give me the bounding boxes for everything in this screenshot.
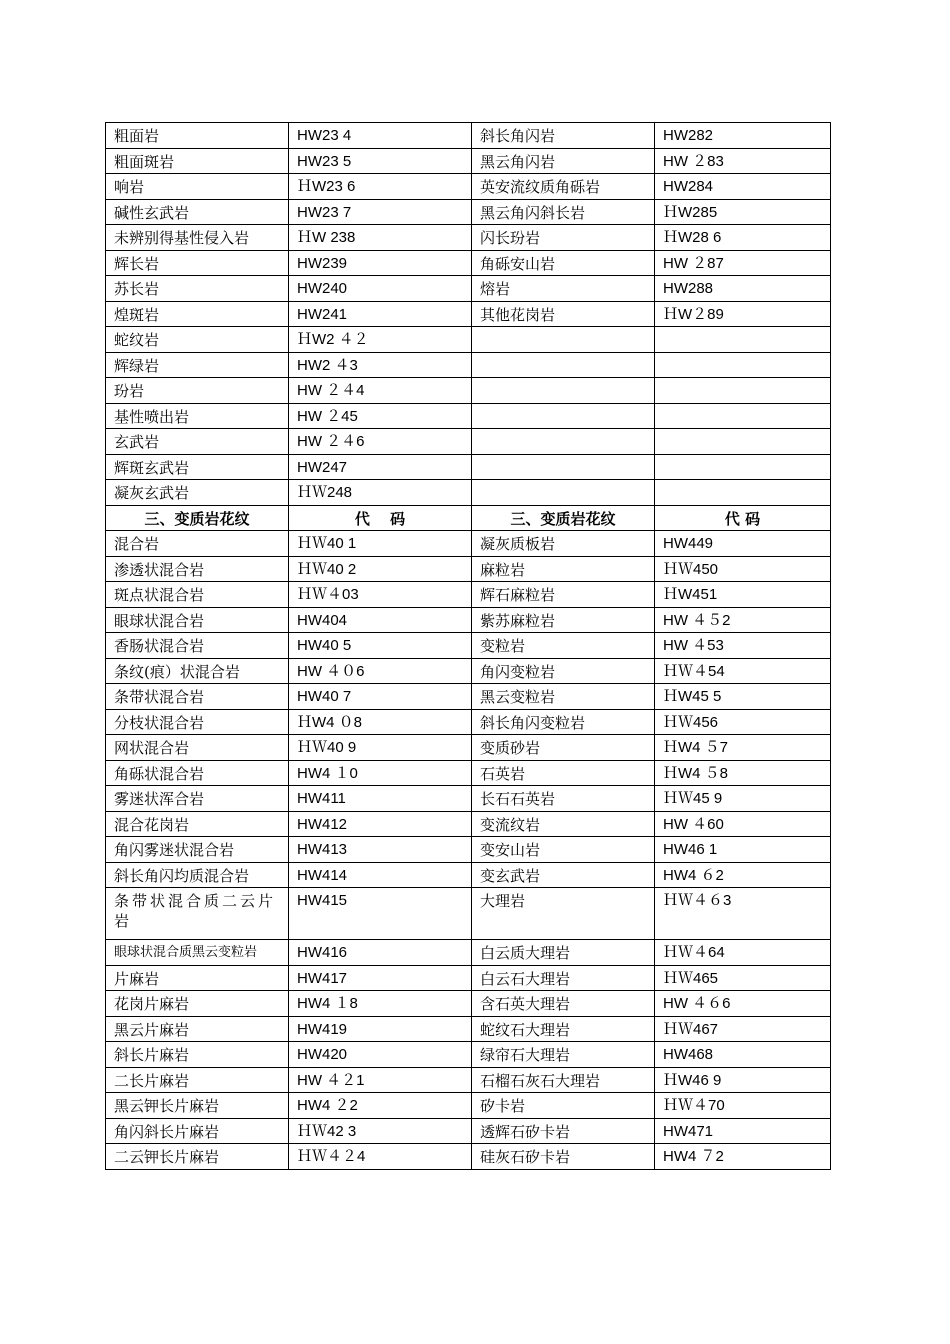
rock-name-cell: 玢岩	[106, 378, 289, 404]
table-row	[106, 301, 831, 327]
rock-name-cell: 角砾状混合岩	[106, 760, 289, 786]
rock-code-cell	[655, 480, 831, 506]
table-row	[106, 1067, 831, 1093]
rock-name-cell: 硅灰石矽卡岩	[472, 1144, 655, 1170]
rock-code-cell: ＨＷ450	[655, 556, 831, 582]
table-row	[106, 811, 831, 837]
rock-code-cell: HW284	[655, 174, 831, 200]
table-row	[106, 1118, 831, 1144]
rock-code-cell	[655, 454, 831, 480]
rock-code-cell: ＨＷ40 1	[289, 531, 472, 557]
rock-code-cell	[655, 352, 831, 378]
rock-code-cell: ＨW28 6	[655, 225, 831, 251]
rock-code-cell: HW404	[289, 607, 472, 633]
rock-name-cell: 响岩	[106, 174, 289, 200]
table-row	[106, 709, 831, 735]
rock-code-cell: ＨＷ467	[655, 1016, 831, 1042]
rock-name-cell: 紫苏麻粒岩	[472, 607, 655, 633]
rock-name-cell	[472, 378, 655, 404]
rock-name-cell: 网状混合岩	[106, 735, 289, 761]
rock-code-cell: HW288	[655, 276, 831, 302]
rock-name-cell: 角闪斜长片麻岩	[106, 1118, 289, 1144]
rock-code-cell: ＨＷ45 9	[655, 786, 831, 812]
table-header-row	[106, 505, 831, 531]
rock-code-cell: ＨＷ40 2	[289, 556, 472, 582]
rock-code-cell: HW468	[655, 1042, 831, 1068]
rock-name-cell: 变流纹岩	[472, 811, 655, 837]
table-row	[106, 888, 831, 940]
rock-name-cell: 斜长片麻岩	[106, 1042, 289, 1068]
table-row	[106, 148, 831, 174]
rock-code-cell: ＨＷ４64	[655, 940, 831, 966]
rock-code-cell: HW414	[289, 862, 472, 888]
rock-name-cell: 含石英大理岩	[472, 991, 655, 1017]
rock-name-cell: 分枝状混合岩	[106, 709, 289, 735]
table-row	[106, 940, 831, 966]
rock-name-cell: 斜长角闪岩	[472, 123, 655, 149]
table-row	[106, 276, 831, 302]
table-row	[106, 480, 831, 506]
rock-name-cell: 斑点状混合岩	[106, 582, 289, 608]
table-row	[106, 786, 831, 812]
rock-code-cell: HW ２４4	[289, 378, 472, 404]
rock-code-cell: ＨＷ248	[289, 480, 472, 506]
rock-name-cell: 变安山岩	[472, 837, 655, 863]
rock-name-cell: 条纹(痕）状混合岩	[106, 658, 289, 684]
rock-name-cell: 变质砂岩	[472, 735, 655, 761]
table-row	[106, 454, 831, 480]
rock-name-cell: 大理岩	[472, 888, 655, 940]
table-row	[106, 582, 831, 608]
rock-code-cell: ＨW285	[655, 199, 831, 225]
rock-name-cell: 混合岩	[106, 531, 289, 557]
rock-code-cell: HW247	[289, 454, 472, 480]
rock-code-cell: HW ４６6	[655, 991, 831, 1017]
rock-name-cell: 香肠状混合岩	[106, 633, 289, 659]
rock-name-cell: 绿帘石大理岩	[472, 1042, 655, 1068]
rock-code-cell: HW413	[289, 837, 472, 863]
rock-code-cell: HW241	[289, 301, 472, 327]
table-row	[106, 607, 831, 633]
table-row	[106, 250, 831, 276]
rock-name-cell: 花岗片麻岩	[106, 991, 289, 1017]
table-row	[106, 378, 831, 404]
rock-code-cell: ＨW２89	[655, 301, 831, 327]
table-row	[106, 760, 831, 786]
rock-code-cell	[655, 327, 831, 353]
rock-name-cell: 石英岩	[472, 760, 655, 786]
rock-name-cell: 条带状混合质二云片岩	[106, 888, 289, 940]
rock-code-cell: HW40 5	[289, 633, 472, 659]
rock-code-cell: ＨW46 9	[655, 1067, 831, 1093]
rock-name-cell: 眼球状混合质黑云变粒岩	[106, 940, 289, 966]
table-row	[106, 658, 831, 684]
rock-code-cell: HW4 １0	[289, 760, 472, 786]
rock-code-cell: ＨＷ465	[655, 965, 831, 991]
table-row	[106, 556, 831, 582]
rock-name-cell: 蛇纹岩	[106, 327, 289, 353]
rock-code-cell: ＨW23 6	[289, 174, 472, 200]
table-row	[106, 403, 831, 429]
rock-name-cell: 变玄武岩	[472, 862, 655, 888]
rock-name-cell	[472, 403, 655, 429]
rock-code-cell: ＨW45 5	[655, 684, 831, 710]
rock-code-cell: HW420	[289, 1042, 472, 1068]
table-row	[106, 633, 831, 659]
rock-name-cell: 黑云钾长片麻岩	[106, 1093, 289, 1119]
rock-code-cell: ＨＷ４70	[655, 1093, 831, 1119]
rock-name-cell: 二长片麻岩	[106, 1067, 289, 1093]
rock-type-column-header: 三、变质岩花纹	[106, 505, 289, 531]
rock-name-cell: 片麻岩	[106, 965, 289, 991]
rock-code-cell: HW ２87	[655, 250, 831, 276]
rock-name-cell: 渗透状混合岩	[106, 556, 289, 582]
rock-code-cell: HW ４５2	[655, 607, 831, 633]
table-row	[106, 123, 831, 149]
rock-name-cell: 辉长岩	[106, 250, 289, 276]
rock-name-cell: 辉绿岩	[106, 352, 289, 378]
rock-name-cell: 闪长玢岩	[472, 225, 655, 251]
rock-code-cell: ＨW4 ５8	[655, 760, 831, 786]
rock-code-cell: HW46 1	[655, 837, 831, 863]
rock-code-cell: ＨW451	[655, 582, 831, 608]
rock-code-cell	[655, 378, 831, 404]
rock-code-cell: ＨW2 ４２	[289, 327, 472, 353]
rock-name-cell: 矽卡岩	[472, 1093, 655, 1119]
rock-name-cell: 雾迷状浑合岩	[106, 786, 289, 812]
rock-name-cell: 角闪雾迷状混合岩	[106, 837, 289, 863]
rock-code-cell: ＨW4 ０8	[289, 709, 472, 735]
table-row	[106, 837, 831, 863]
rock-code-cell: HW4 ７2	[655, 1144, 831, 1170]
rock-name-cell: 煌斑岩	[106, 301, 289, 327]
rock-code-cell: HW ４53	[655, 633, 831, 659]
rock-name-cell: 玄武岩	[106, 429, 289, 455]
rock-code-cell: HW ４２1	[289, 1067, 472, 1093]
rock-name-cell: 长石石英岩	[472, 786, 655, 812]
table-row	[106, 225, 831, 251]
rock-code-cell: HW471	[655, 1118, 831, 1144]
table-row	[106, 1144, 831, 1170]
table-row	[106, 429, 831, 455]
rock-code-cell: ＨW4 ５7	[655, 735, 831, 761]
rock-code-cell: HW2 ４3	[289, 352, 472, 378]
table-row	[106, 352, 831, 378]
rock-code-cell: HW419	[289, 1016, 472, 1042]
rock-name-cell: 辉斑玄武岩	[106, 454, 289, 480]
rock-code-cell: ＨＷ40 9	[289, 735, 472, 761]
rock-code-cell: HW ４60	[655, 811, 831, 837]
rock-name-cell: 基性喷出岩	[106, 403, 289, 429]
rock-code-cell: ＨＷ４54	[655, 658, 831, 684]
table-row	[106, 862, 831, 888]
rock-code-cell: HW417	[289, 965, 472, 991]
rock-name-cell: 透辉石矽卡岩	[472, 1118, 655, 1144]
rock-code-cell: HW282	[655, 123, 831, 149]
rock-code-cell: HW411	[289, 786, 472, 812]
rock-code-cell: HW239	[289, 250, 472, 276]
rock-name-cell: 白云质大理岩	[472, 940, 655, 966]
rock-code-cell: HW23 5	[289, 148, 472, 174]
rock-name-cell: 蛇纹石大理岩	[472, 1016, 655, 1042]
rock-name-cell: 黑云角闪斜长岩	[472, 199, 655, 225]
rock-name-cell: 凝灰质板岩	[472, 531, 655, 557]
rock-code-cell: HW415	[289, 888, 472, 940]
rock-code-cell: HW240	[289, 276, 472, 302]
rock-name-cell: 英安流纹质角砾岩	[472, 174, 655, 200]
rock-name-cell	[472, 327, 655, 353]
table-row	[106, 1016, 831, 1042]
rock-name-cell: 条带状混合岩	[106, 684, 289, 710]
rock-code-cell: HW4 ６2	[655, 862, 831, 888]
rock-name-cell: 粗面岩	[106, 123, 289, 149]
rock-name-cell	[472, 454, 655, 480]
rock-name-cell: 其他花岗岩	[472, 301, 655, 327]
rock-code-cell: HW4 １8	[289, 991, 472, 1017]
rock-code-cell: ＨＷ42 3	[289, 1118, 472, 1144]
rock-code-cell: HW40 7	[289, 684, 472, 710]
rock-code-cell: HW ２45	[289, 403, 472, 429]
rock-code-cell: HW ２83	[655, 148, 831, 174]
rock-code-cell	[655, 429, 831, 455]
rock-code-cell	[655, 403, 831, 429]
rock-type-column-header: 三、变质岩花纹	[472, 505, 655, 531]
rock-name-cell	[472, 429, 655, 455]
rock-code-cell: ＨＷ４２4	[289, 1144, 472, 1170]
rock-code-cell: HW23 4	[289, 123, 472, 149]
rock-name-cell: 粗面斑岩	[106, 148, 289, 174]
rock-name-cell: 角砾安山岩	[472, 250, 655, 276]
rock-name-cell	[472, 480, 655, 506]
table-row	[106, 327, 831, 353]
rock-code-cell: HW ４０6	[289, 658, 472, 684]
code-column-header: 代 码	[655, 505, 831, 531]
table-row	[106, 965, 831, 991]
rock-name-cell: 混合花岗岩	[106, 811, 289, 837]
table-row	[106, 174, 831, 200]
rock-name-cell: 碱性玄武岩	[106, 199, 289, 225]
rock-name-cell: 凝灰玄武岩	[106, 480, 289, 506]
rock-code-cell: ＨW 238	[289, 225, 472, 251]
rock-code-cell: ＨＷ456	[655, 709, 831, 735]
rock-code-cell: HW449	[655, 531, 831, 557]
rock-pattern-code-table	[105, 122, 831, 1170]
rock-name-cell: 苏长岩	[106, 276, 289, 302]
rock-name-cell: 黑云片麻岩	[106, 1016, 289, 1042]
rock-name-cell: 未辨别得基性侵入岩	[106, 225, 289, 251]
rock-name-cell: 眼球状混合岩	[106, 607, 289, 633]
rock-name-cell: 石榴石灰石大理岩	[472, 1067, 655, 1093]
rock-code-cell: HW416	[289, 940, 472, 966]
rock-name-cell: 熔岩	[472, 276, 655, 302]
rock-code-cell: HW412	[289, 811, 472, 837]
code-column-header: 代 码	[289, 505, 472, 531]
table-row	[106, 1093, 831, 1119]
rock-name-cell: 二云钾长片麻岩	[106, 1144, 289, 1170]
rock-code-cell: HW4 ２2	[289, 1093, 472, 1119]
rock-name-cell: 角闪变粒岩	[472, 658, 655, 684]
rock-name-cell: 黑云角闪岩	[472, 148, 655, 174]
table-row	[106, 531, 831, 557]
rock-name-cell: 黑云变粒岩	[472, 684, 655, 710]
rock-code-cell: ＨＷ４03	[289, 582, 472, 608]
rock-name-cell: 斜长角闪变粒岩	[472, 709, 655, 735]
table-row	[106, 199, 831, 225]
rock-name-cell: 白云石大理岩	[472, 965, 655, 991]
table-row	[106, 1042, 831, 1068]
rock-name-cell: 辉石麻粒岩	[472, 582, 655, 608]
rock-name-cell: 变粒岩	[472, 633, 655, 659]
rock-name-cell: 麻粒岩	[472, 556, 655, 582]
rock-code-cell: HW23 7	[289, 199, 472, 225]
table-row	[106, 684, 831, 710]
rock-name-cell: 斜长角闪均质混合岩	[106, 862, 289, 888]
table-row	[106, 991, 831, 1017]
rock-name-cell	[472, 352, 655, 378]
table-row	[106, 735, 831, 761]
rock-code-cell: HW ２４6	[289, 429, 472, 455]
rock-code-cell: ＨＷ４６3	[655, 888, 831, 940]
